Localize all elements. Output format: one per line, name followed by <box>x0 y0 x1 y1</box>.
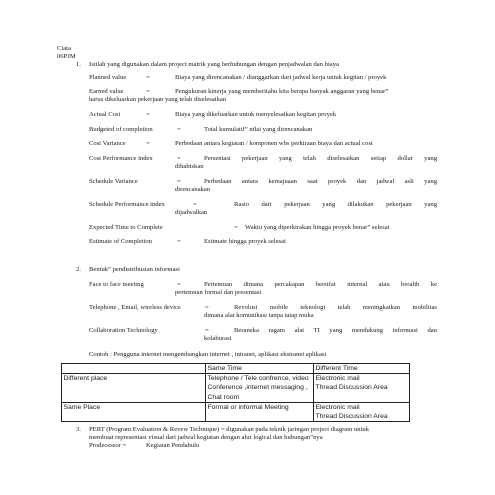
term-name: Planned value <box>89 74 127 81</box>
term-name: Actual Cost <box>89 111 121 118</box>
doc-header-code: 06PJM <box>57 53 76 60</box>
distribution-example: Contoh : Pengguna internet mengembangkan internet , intranet, aplikasi ekstranet aplikasi <box>89 351 327 358</box>
term-definition: Biaya yang dikeluarkan untuk menyelesaikan kegitan proyek <box>175 111 337 118</box>
table-row-label: Same Place <box>62 402 206 421</box>
term-definition: Waktu yang diperkirakan hingga proyek benar” selesai <box>245 224 390 231</box>
doc-header-name: Ciata <box>57 45 71 52</box>
table-header-row <box>62 364 410 374</box>
table-cell-line: Telephone / Tele confrence, video <box>207 375 309 383</box>
distribution-item-separator: = <box>205 304 209 311</box>
section-2-title: Bentuk” pendistribusian informasi <box>89 266 180 273</box>
table-cell-line: Thread Discussion Area <box>315 412 388 420</box>
distribution-item-definition: Pertemuan dimana percakapan bersifat internal atau beralih ke <box>204 281 437 288</box>
section-3-line: membuat representasi visual dari jadwal kegiatan dengan alur logical dan hubungan”nya <box>89 434 323 441</box>
term-separator: = <box>177 238 181 245</box>
term-separator: = <box>146 88 150 95</box>
term-definition: Persentasi pekerjaan yang telah diselesaikan setiap dollar yang <box>204 155 437 162</box>
distribution-item-definition: Revolusi mobile teknologi telah meningkatkan mobilitas <box>234 304 437 311</box>
term-separator: = <box>177 155 181 162</box>
distribution-item-separator: = <box>205 327 209 334</box>
term-name: Earned value <box>89 88 124 95</box>
term-definition: Pengukuran kinerja yang memberitahu kita berapa banyak anggaran yang benar” <box>175 88 389 95</box>
term-definition-cont: dihabiskan <box>175 163 204 170</box>
section-1-intro: Istilah yang digunakan dalam project matrik yang berhubungan dengan penjadwalan dan biaya <box>89 61 339 68</box>
section-3-number: 3. <box>76 426 81 433</box>
table-cell <box>314 374 410 403</box>
section-1-number: 1. <box>76 61 81 68</box>
term-definition: Perbedaan antara kemajuaan saat proyek dan jadwal asli yang <box>204 178 437 185</box>
distribution-item-name: Telephone , Email, wireless device <box>89 304 181 311</box>
table-row-label: Different place <box>62 374 206 403</box>
table-header-cell: Same Time <box>206 364 314 374</box>
table-cell-line: Conference ,internet messaging , <box>207 384 308 392</box>
term-separator: = <box>146 74 150 81</box>
table-cell-line: Electronic mail <box>315 403 360 411</box>
table-cell-line: Thread Discussion Area <box>315 384 388 392</box>
term-separator: = <box>177 178 181 185</box>
section-3-term: Prodecessor = <box>89 442 127 449</box>
term-definition-cont: dijadwalkan <box>175 209 208 216</box>
section-3-definition: Kegiatan Pendahulu <box>146 442 200 449</box>
term-name: Schedule Performance index <box>89 201 165 208</box>
term-definition: Rasio dari pekerjaan yang dilakukan pekerjaan yang <box>234 201 437 208</box>
term-name: Expected Time to Complete <box>89 224 163 231</box>
term-definition: Perbedaan antara kegiatan / komponen wbs perkiraan biaya dan actual cost <box>175 140 373 147</box>
table-cell <box>206 374 314 403</box>
table-header-cell: Different Time <box>314 364 410 374</box>
term-separator: = <box>234 224 238 231</box>
term-definition-cont: harus dikeluarkan pekerjaan yang telah diselesaikan <box>89 96 227 103</box>
term-definition: Estimate hingga proyek selesai <box>204 238 286 245</box>
distribution-item-name: Collaboration Technology <box>89 327 158 334</box>
communication-matrix-table <box>61 363 410 422</box>
term-separator: = <box>177 126 181 133</box>
table-cell <box>206 402 314 421</box>
term-definition-cont: direncanakan <box>175 186 211 193</box>
term-definition: Biaya yang direncanakan / dianggarkan dari jadwal kerja untuk kegitan / proyek <box>175 74 387 81</box>
section-3-line: PERT (Program Evaluation & Revew Technique) = digunakan pada teknik jaringan project diagram untuk <box>89 426 370 433</box>
term-name: Estimate of Completion <box>89 238 152 245</box>
distribution-item-definition: Beraneka ragam alat TI yang mendukung informasi dan <box>234 327 437 334</box>
term-name: Schedule Variance <box>89 178 138 185</box>
term-name: Budgeted of completion <box>89 126 153 133</box>
term-name: Cost Performance index <box>89 155 153 162</box>
distribution-item-name: Face to face meeting <box>89 281 144 288</box>
distribution-item-definition-cont: dimana alat komunikasi tanpa tatap muka <box>204 312 314 319</box>
table-cell-line: Formal or informal Meeting <box>207 403 289 411</box>
table-header-cell <box>62 364 206 374</box>
term-definition: Total kumulatif” nilai yang direncanakan <box>204 126 313 133</box>
distribution-item-definition-cont: pertemuan formal dan presentasi <box>175 289 262 296</box>
table-row <box>62 402 410 421</box>
distribution-item-separator: = <box>177 281 181 288</box>
term-name: Cost Variance <box>89 140 126 147</box>
distribution-item-definition-cont: kolaburasi <box>204 335 232 342</box>
term-separator: = <box>146 140 150 147</box>
term-separator: = <box>146 111 150 118</box>
table-cell <box>314 402 410 421</box>
section-2-number: 2. <box>76 266 81 273</box>
table-row <box>62 374 410 403</box>
table-cell-line: Chat room <box>207 393 240 401</box>
table-cell-line: Electronic mail <box>315 375 360 383</box>
term-separator: = <box>193 201 197 208</box>
